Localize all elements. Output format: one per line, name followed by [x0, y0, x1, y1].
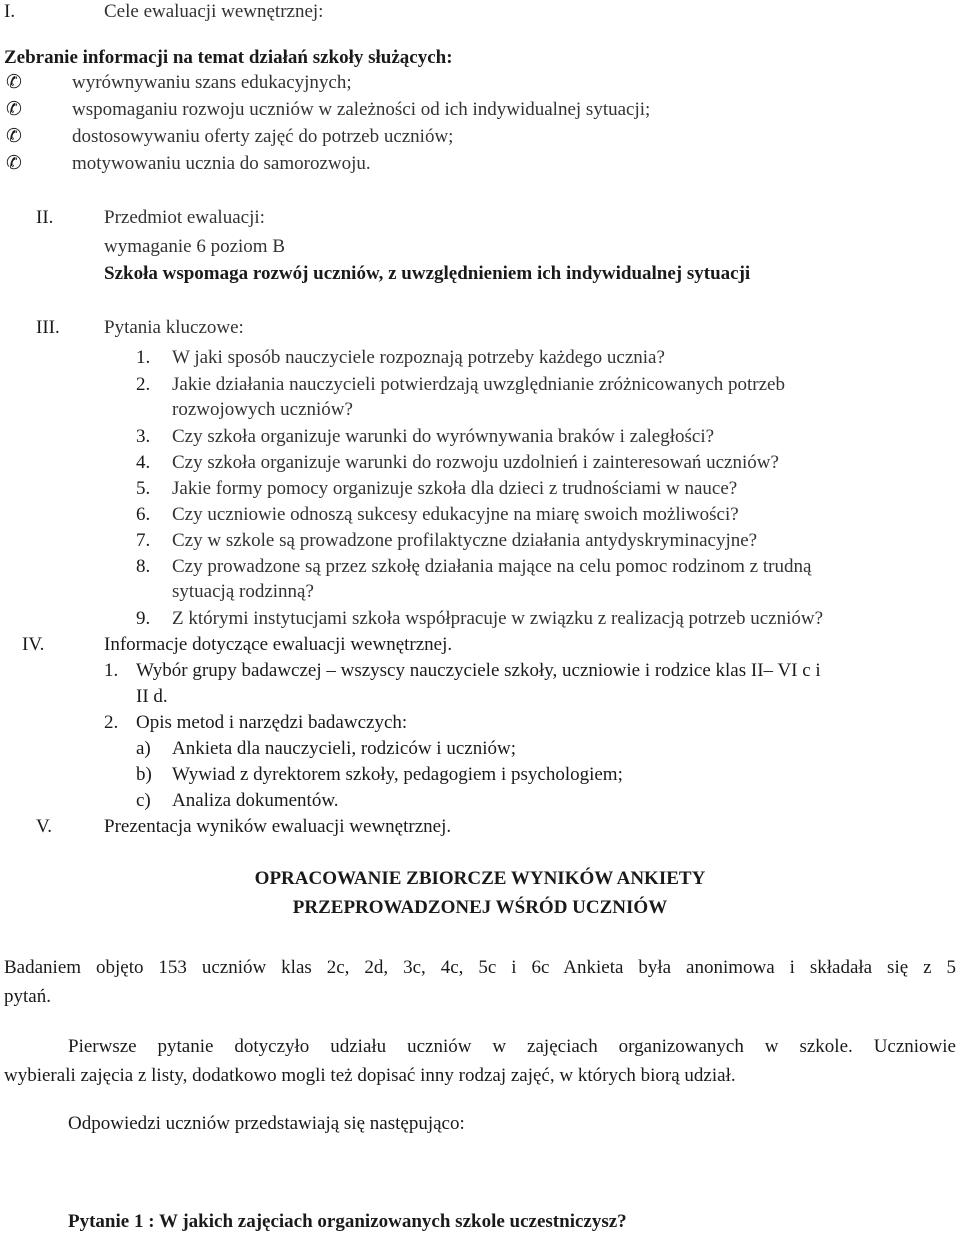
method-letter: c) — [136, 790, 151, 811]
requirement-text: Szkoła wspomaga rozwój uczniów, z uwzględnieniem ich indywidualnej sytuacji — [104, 263, 751, 284]
paragraph-1-line2: pytań. — [4, 986, 51, 1007]
paragraph-1-line1: Badaniem objęto 153 uczniów klas 2c, 2d, 3c, 4c, 5c i 6c Ankieta była anonimowa i składała się z 5 — [4, 957, 956, 978]
question-text: Jakie formy pomocy organizuje szkoła dla dzieci z trudnościami w nauce? — [172, 478, 738, 499]
question-number: 8. — [136, 556, 151, 577]
question-number: 4. — [136, 452, 151, 473]
section-3-number: III. — [36, 317, 60, 338]
question-text: W jaki sposób nauczyciele rozpoznają potrzeby każdego ucznia? — [172, 347, 665, 368]
bullet-icon: ✆ — [6, 126, 22, 147]
question-text: Z którymi instytucjami szkoła współpracuje w związku z realizacją potrzeb uczniów? — [172, 608, 824, 629]
research-group-text: Wybór grupy badawczej – wszyscy nauczyciele szkoły, uczniowie i rodzice klas II– VI c i — [136, 660, 821, 681]
question-number: 3. — [136, 426, 151, 447]
summary-heading-line1: OPRACOWANIE ZBIORCZE WYNIKÓW ANKIETY — [254, 868, 706, 889]
question-number: 5. — [136, 478, 151, 499]
bullet-item: dostosowywaniu oferty zajęć do potrzeb uczniów; — [72, 126, 454, 147]
bullet-item: motywowaniu ucznia do samorozwoju. — [72, 153, 371, 174]
research-group-text-cont: II d. — [136, 686, 168, 707]
methods-title: Opis metod i narzędzi badawczych: — [136, 712, 408, 733]
section-4-title: Informacje dotyczące ewaluacji wewnętrznej. — [104, 634, 453, 655]
question-text: Czy szkoła organizuje warunki do rozwoju uzdolnień i zainteresowań uczniów? — [172, 452, 779, 473]
method-text: Wywiad z dyrektorem szkoły, pedagogiem i psychologiem; — [172, 764, 623, 785]
question-text: Czy w szkole są prowadzone profilaktyczne działania antydyskryminacyjne? — [172, 530, 758, 551]
question-number: 1. — [136, 347, 151, 368]
bullet-icon: ✆ — [6, 99, 22, 120]
section-1-number: I. — [4, 1, 16, 22]
question-text: Jakie działania nauczycieli potwierdzają uwzględnianie zróżnicowanych potrzeb — [172, 374, 785, 395]
method-text: Analiza dokumentów. — [172, 790, 339, 811]
section-2-number: II. — [36, 207, 54, 228]
section-5-title: Prezentacja wyników ewaluacji wewnętrznej. — [104, 816, 452, 837]
method-text: Ankieta dla nauczycieli, rodziców i uczniów; — [172, 738, 516, 759]
bullet-icon: ✆ — [6, 153, 22, 174]
paragraph-2-line1: Pierwsze pytanie dotyczyło udziału uczniów w zajęciach organizowanych w szkole. Uczniowie — [68, 1036, 956, 1057]
intro-heading: Zebranie informacji na temat działań szkoły służących: — [4, 47, 453, 68]
question-number: 6. — [136, 504, 151, 525]
section-1-title: Cele ewaluacji wewnętrznej: — [104, 1, 324, 22]
question-number: 7. — [136, 530, 151, 551]
question-text: Czy uczniowie odnoszą sukcesy edukacyjne na miarę swoich możliwości? — [172, 504, 739, 525]
question-text: Czy szkoła organizuje warunki do wyrównywania braków i zaległości? — [172, 426, 715, 447]
bullet-item: wspomaganiu rozwoju uczniów w zależności od ich indywidualnej sytuacji; — [72, 99, 651, 120]
question-text: Czy prowadzone są przez szkołę działania mające na celu pomoc rodzinom z trudną — [172, 556, 812, 577]
section-4-number: IV. — [22, 634, 45, 655]
requirement-level: wymaganie 6 poziom B — [104, 236, 285, 257]
paragraph-2-line2: wybierali zajęcia z listy, dodatkowo mogli też dopisać inny rodzaj zajęć, w których biorą udział. — [4, 1065, 736, 1086]
method-letter: b) — [136, 764, 152, 785]
info-item-number: 1. — [104, 660, 119, 681]
bullet-icon: ✆ — [6, 72, 22, 93]
question-number: 2. — [136, 374, 151, 395]
section-3-title: Pytania kluczowe: — [104, 317, 244, 338]
question-text-cont: sytuacją rodzinną? — [172, 581, 314, 602]
info-item-number: 2. — [104, 712, 119, 733]
summary-heading-line2: PRZEPROWADZONEJ WŚRÓD UCZNIÓW — [292, 897, 668, 918]
method-letter: a) — [136, 738, 151, 759]
section-5-number: V. — [36, 816, 53, 837]
bullet-item: wyrównywaniu szans edukacyjnych; — [72, 72, 352, 93]
question-number: 9. — [136, 608, 151, 629]
question-text-cont: rozwojowych uczniów? — [172, 399, 353, 420]
section-2-title: Przedmiot ewaluacji: — [104, 207, 265, 228]
paragraph-3: Odpowiedzi uczniów przedstawiają się następująco: — [68, 1113, 465, 1134]
question-1-heading: Pytanie 1 : W jakich zajęciach organizowanych szkole uczestniczysz? — [68, 1211, 627, 1232]
